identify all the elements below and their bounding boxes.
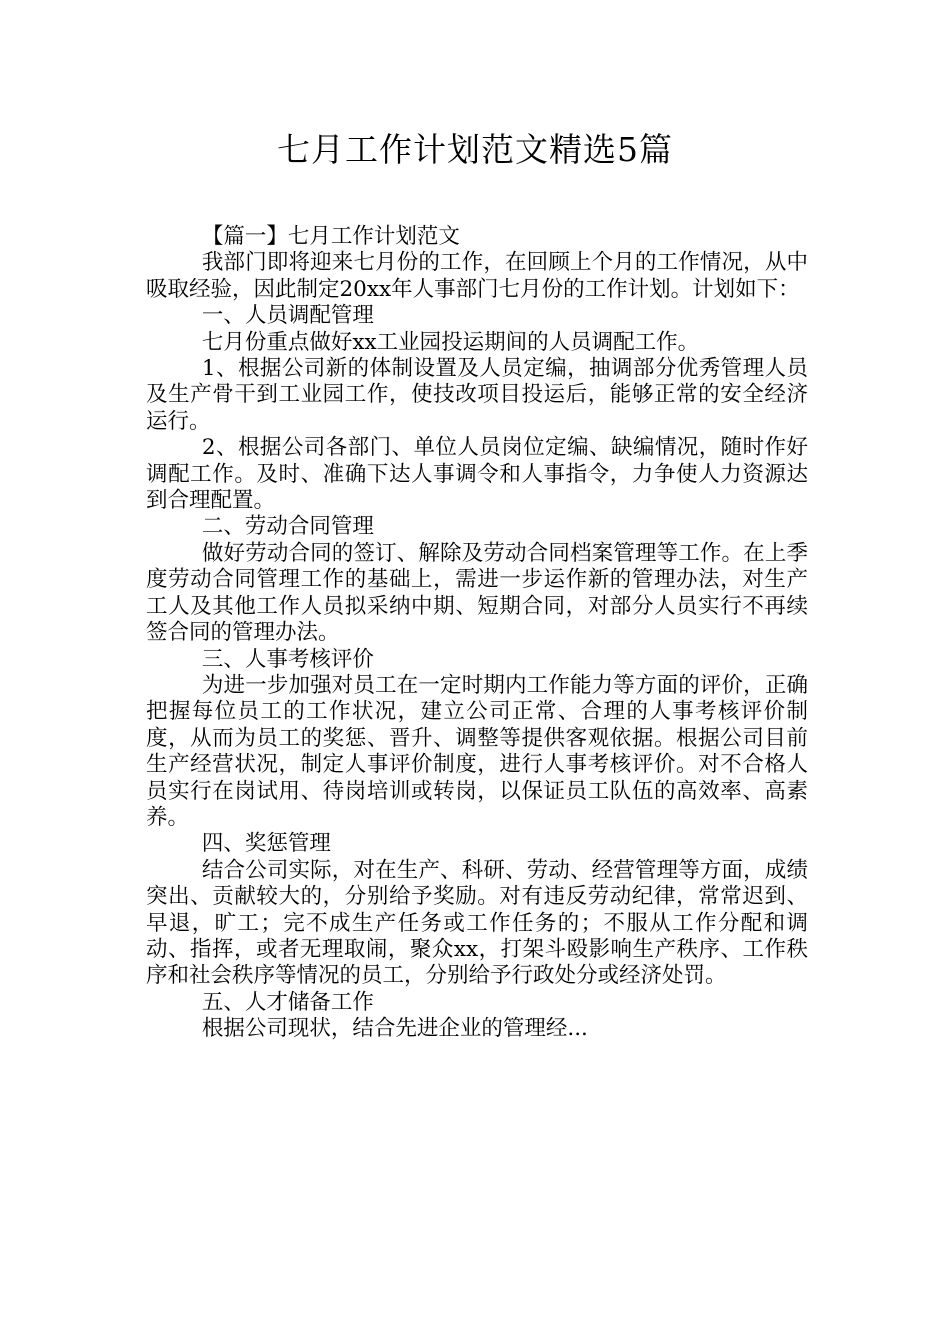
paragraph-labor-contract: 做好劳动合同的签订、解除及劳动合同档案管理等工作。在上季度劳动合同管理工作的基础上，需进一步运作新的管理办法，对生产工人及其他工作人员拟采纳中期、短期合同，对部分人员实行不再续签合同的管理办法。 (146, 540, 808, 646)
paragraph-staff-allocation-focus: 七月份重点做好xx工业园投运期间的人员调配工作。 (201, 329, 700, 355)
paragraph-talent-reserve: 根据公司现状，结合先进企业的管理经... (201, 1016, 588, 1042)
heading-staff-allocation: 一、人员调配管理 (201, 303, 374, 329)
document-body (146, 224, 808, 1043)
intro-paragraph: 我部门即将迎来七月份的工作，在回顾上个月的工作情况，从中吸取经验，因此制定20xx年人事部门七月份的工作计划。计划如下： (146, 250, 808, 302)
heading-rewards-penalties: 四、奖惩管理 (201, 831, 331, 857)
paragraph-staff-allocation-item-2: 2、根据公司各部门、单位人员岗位定编、缺编情况，随时作好调配工作。及时、准确下达人事调令和人事指令，力争使人力资源达到合理配置。 (146, 435, 808, 514)
heading-labor-contract: 二、劳动合同管理 (201, 514, 374, 540)
section-heading-part-one: 【篇一】七月工作计划范文 (201, 224, 460, 249)
document-title: 七月工作计划范文精选5篇 (277, 130, 673, 169)
heading-personnel-evaluation: 三、人事考核评价 (201, 646, 374, 672)
heading-talent-reserve: 五、人才储备工作 (201, 989, 374, 1015)
paragraph-rewards-penalties: 结合公司实际，对在生产、科研、劳动、经营管理等方面，成绩突出、贡献较大的，分别给予奖励。对有违反劳动纪律，常常迟到、早退，旷工；完不成生产任务或工作任务的；不服从工作分配和调动、指挥，或者无理取闹，聚众xx，打架斗殴影响生产秩序、工作秩序和社会秩序等情况的员工，分别给予行政处分或经济处罚。 (146, 857, 808, 989)
paragraph-staff-allocation-item-1: 1、根据公司新的体制设置及人员定编，抽调部分优秀管理人员及生产骨干到工业园工作，使技改项目投运后，能够正常的安全经济运行。 (146, 356, 808, 434)
paragraph-personnel-evaluation: 为进一步加强对员工在一定时期内工作能力等方面的评价，正确把握每位员工的工作状况，建立公司正常、合理的人事考核评价制度，从而为员工的奖惩、晋升、调整等提供客观依据。根据公司目前生产经营状况，制定人事评价制度，进行人事考核评价。对不合格人员实行在岗试用、待岗培训或转岗，以保证员工队伍的高效率、高素养。 (146, 672, 808, 830)
